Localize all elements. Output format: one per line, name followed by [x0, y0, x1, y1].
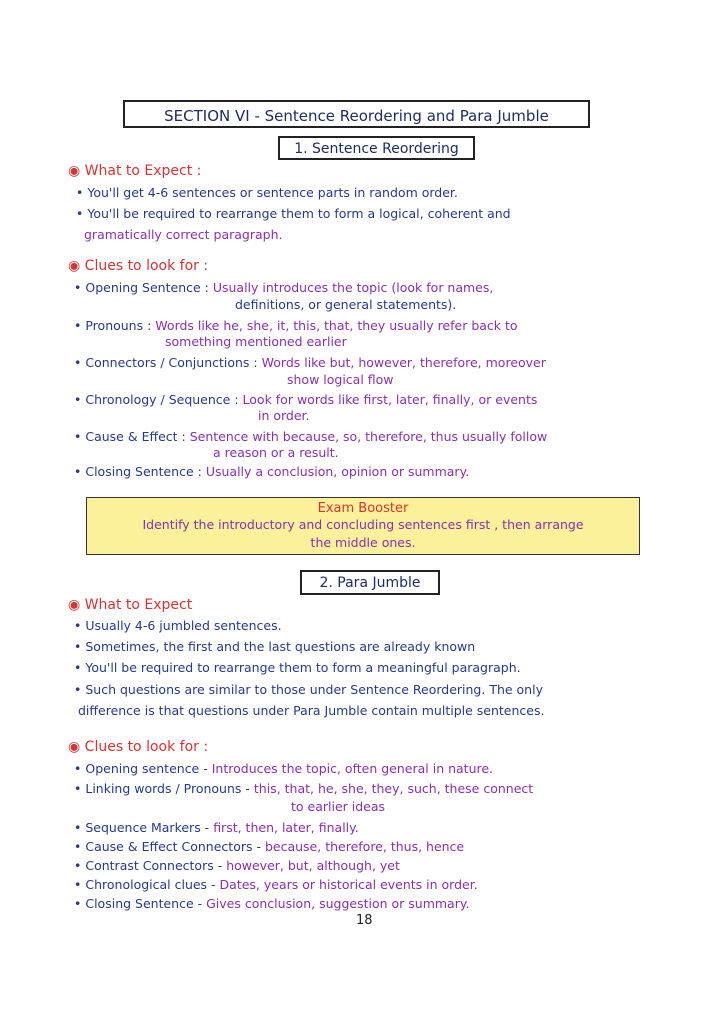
- exam-booster-line-2: the middle ones.: [310, 535, 416, 550]
- section2-heading: 2. Para Jumble: [300, 570, 440, 595]
- clues-heading-2: ◉ Clues to look for :: [68, 739, 209, 755]
- clue-pronouns: • Pronouns : Words like he, she, it, this, that, they usually refer back to: [74, 318, 518, 333]
- exam-booster-line-1: Identify the introductory and concluding sentences first , then arrange: [142, 517, 584, 532]
- clue-pronouns-cont: something mentioned earlier: [165, 334, 347, 349]
- expect-item-2-cont: gramatically correct paragraph.: [84, 227, 283, 242]
- what-to-expect-heading-2: ◉ What to Expect: [68, 597, 193, 613]
- target-icon: ◉: [68, 739, 81, 755]
- clue-cause-effect: • Cause & Effect : Sentence with because, so, therefore, thus usually follow: [74, 429, 548, 444]
- clue2-linking-words-cont: to earlier ideas: [291, 799, 386, 814]
- section1-heading: 1. Sentence Reordering: [278, 136, 475, 160]
- target-icon: ◉: [68, 163, 81, 179]
- expect-item-1: • You'll get 4-6 sentences or sentence parts in random order.: [76, 185, 458, 200]
- clue-closing-sentence: • Closing Sentence : Usually a conclusion, opinion or summary.: [74, 464, 470, 479]
- clue2-cause-effect: • Cause & Effect Connectors - because, therefore, thus, hence: [74, 839, 465, 854]
- target-icon: ◉: [68, 597, 81, 613]
- target-icon: ◉: [68, 258, 81, 274]
- what-to-expect-heading-1: ◉ What to Expect :: [68, 163, 202, 179]
- clue-chronology: • Chronology / Sequence : Look for words like first, later, finally, or events: [74, 392, 538, 407]
- expect-item-2: • You'll be required to rearrange them to form a logical, coherent and: [76, 206, 511, 221]
- expect2-item-2: • Sometimes, the first and the last questions are already known: [74, 639, 476, 654]
- expect2-item-1: • Usually 4-6 jumbled sentences.: [74, 618, 282, 633]
- clue2-contrast: • Contrast Connectors - however, but, although, yet: [74, 858, 400, 873]
- clue2-chronological: • Chronological clues - Dates, years or historical events in order.: [74, 877, 478, 892]
- clue-opening-sentence: • Opening Sentence : Usually introduces the topic (look for names,: [74, 280, 494, 295]
- clue-connectors: • Connectors / Conjunctions : Words like but, however, therefore, moreover: [74, 355, 546, 370]
- clue-chronology-cont: in order.: [258, 408, 310, 423]
- clue-connectors-cont: show logical flow: [287, 372, 394, 387]
- clue-opening-sentence-cont: definitions, or general statements).: [235, 297, 457, 312]
- clue2-sequence-markers: • Sequence Markers - first, then, later, finally.: [74, 820, 359, 835]
- clue2-opening-sentence: • Opening sentence - Introduces the topic, often general in nature.: [74, 761, 494, 776]
- clues-heading-1: ◉ Clues to look for :: [68, 258, 209, 274]
- exam-booster-title: Exam Booster: [317, 501, 409, 516]
- exam-booster-box: [86, 497, 640, 555]
- page-number: 18: [356, 913, 373, 928]
- expect2-item-3: • You'll be required to rearrange them to form a meaningful paragraph.: [74, 660, 521, 675]
- expect2-item-4: • Such questions are similar to those under Sentence Reordering. The only: [74, 682, 543, 697]
- expect2-item-4-cont: difference is that questions under Para Jumble contain multiple sentences.: [78, 703, 545, 718]
- clue2-closing-sentence: • Closing Sentence - Gives conclusion, suggestion or summary.: [74, 896, 470, 911]
- clue-cause-effect-cont: a reason or a result.: [213, 445, 339, 460]
- clue2-linking-words: • Linking words / Pronouns - this, that, he, she, they, such, these connect: [74, 781, 534, 796]
- section-title: SECTION VI - Sentence Reordering and Para Jumble: [123, 100, 590, 128]
